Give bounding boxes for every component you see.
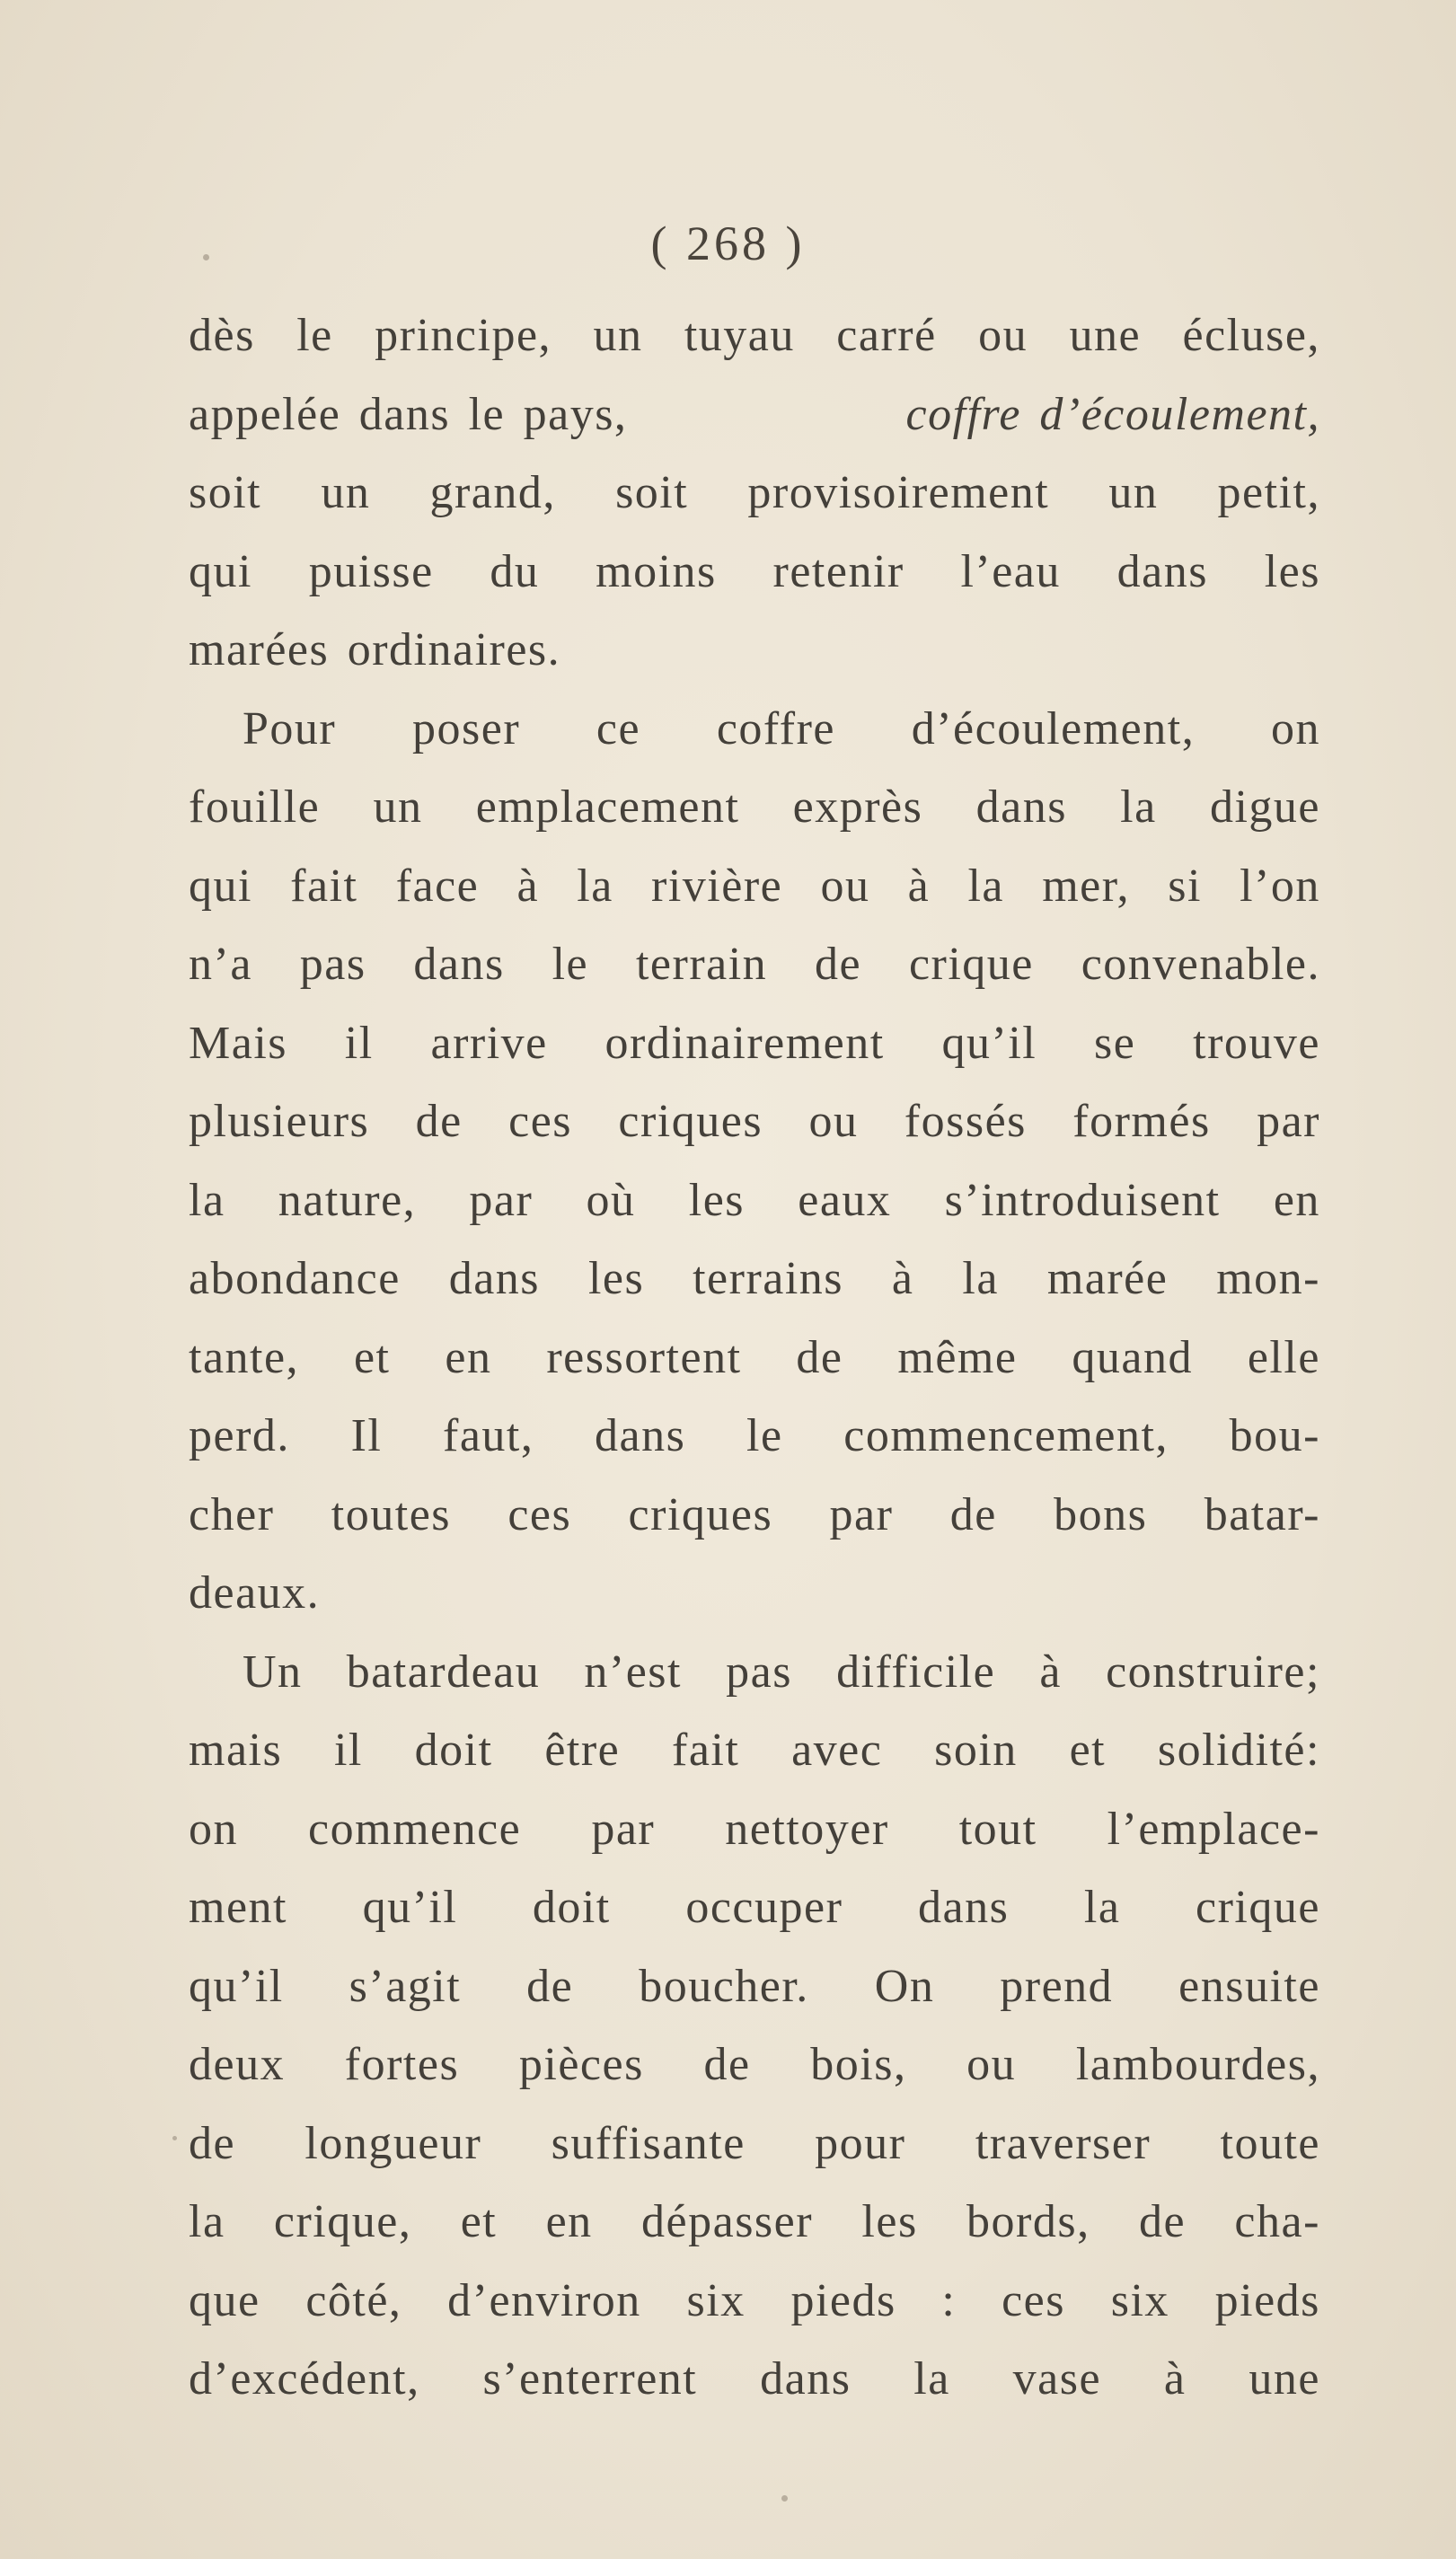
word: fortes — [344, 2039, 460, 2090]
word: six — [686, 2274, 746, 2326]
word: grand, — [429, 467, 556, 518]
text-line — [189, 1161, 1320, 1240]
text-line — [189, 1633, 1320, 1712]
word: mon- — [1216, 1253, 1320, 1304]
word: pièces — [518, 2039, 644, 2090]
word: doit — [414, 1725, 493, 1776]
word: Pour — [243, 702, 337, 754]
word: poser — [412, 702, 521, 754]
word: écluse, — [1182, 310, 1320, 361]
word: perd. — [189, 1410, 290, 1461]
word: la — [913, 2353, 950, 2405]
word: ce — [596, 702, 641, 754]
word: un — [1108, 467, 1159, 518]
word: rivière — [651, 860, 783, 912]
word: la — [189, 2196, 225, 2247]
paper-speck — [781, 2495, 788, 2502]
word: n’a — [189, 939, 252, 990]
word: s’introduisent — [944, 1174, 1221, 1226]
word: nettoyer — [725, 1803, 889, 1855]
word: les — [1264, 545, 1320, 597]
text-line — [189, 375, 1320, 454]
text-line: marées ordinaires. — [189, 624, 561, 675]
word: de — [415, 1096, 463, 1147]
word: de — [815, 939, 862, 990]
word: dans — [760, 2353, 852, 2405]
text-line — [189, 2025, 1320, 2105]
text-line — [189, 533, 1320, 612]
word: qu’il — [941, 1017, 1037, 1069]
word: que — [189, 2274, 260, 2326]
word: ment — [189, 1882, 287, 1933]
word: pas — [299, 939, 366, 990]
text-line — [189, 1711, 1320, 1790]
word: avec — [791, 1725, 883, 1776]
word: tante, — [189, 1331, 300, 1383]
word: ordinairement — [604, 1017, 885, 1069]
word: fouille — [189, 781, 321, 833]
word: par — [829, 1488, 894, 1540]
word: de — [526, 1960, 574, 2012]
text-line — [189, 2262, 1320, 2341]
word: à — [907, 860, 931, 912]
word: bois, — [810, 2039, 907, 2090]
word: le — [746, 1410, 783, 1461]
word: en — [545, 2196, 593, 2247]
word: soin — [934, 1725, 1018, 1776]
word: pieds — [1214, 2274, 1320, 2326]
word: occuper — [685, 1882, 843, 1933]
word: faut, — [443, 1410, 534, 1461]
word: emplacement — [475, 781, 740, 833]
word: coffre — [716, 702, 835, 754]
word: criques — [618, 1096, 763, 1147]
text-segment: appelée dans le pays, — [189, 388, 628, 440]
word: dépasser — [641, 2196, 814, 2247]
word: provisoirement — [747, 467, 1050, 518]
word: dans — [975, 781, 1067, 833]
word: criques — [628, 1488, 773, 1540]
word: crique — [908, 939, 1034, 990]
word: ces — [508, 1096, 573, 1147]
word: ou — [820, 860, 870, 912]
word: à — [1039, 1646, 1062, 1698]
text-line — [189, 454, 1320, 533]
word: il — [333, 1725, 363, 1776]
text-line — [189, 925, 1320, 1004]
word: tuyau — [684, 310, 795, 361]
word: nature, — [278, 1174, 417, 1226]
word: solidité: — [1157, 1725, 1320, 1776]
word: bons — [1054, 1488, 1148, 1540]
word: côté, — [305, 2274, 402, 2326]
text-line — [189, 847, 1320, 926]
text-line — [189, 1868, 1320, 1947]
text-line — [189, 1476, 1320, 1555]
word: ces — [507, 1488, 572, 1540]
word: crique — [1196, 1882, 1320, 1933]
word: qui — [189, 860, 252, 912]
word: batardeau — [346, 1646, 541, 1698]
word: toute — [1220, 2117, 1320, 2169]
word: de — [703, 2039, 751, 2090]
word: se — [1094, 1017, 1136, 1069]
word: le — [552, 939, 589, 990]
word: dans — [413, 939, 505, 990]
italic-term: coffre d’écoulement, — [905, 388, 1320, 440]
word: exprès — [792, 781, 923, 833]
word: fait — [290, 860, 358, 912]
word: terrain — [635, 939, 768, 990]
word: à — [516, 860, 540, 912]
word: soit — [189, 467, 262, 518]
word: trouve — [1193, 1017, 1320, 1069]
word: la — [1120, 781, 1157, 833]
word: fossés — [904, 1096, 1027, 1147]
word: six — [1110, 2274, 1169, 2326]
word: formés — [1072, 1096, 1211, 1147]
text-line — [189, 2183, 1320, 2262]
word: crique, — [273, 2196, 412, 2247]
word: où — [586, 1174, 636, 1226]
word: d’environ — [447, 2274, 641, 2326]
word: le — [296, 310, 333, 361]
word: de — [189, 2117, 236, 2169]
text-line — [189, 296, 1320, 375]
word: dans — [1116, 545, 1208, 597]
word: une — [1069, 310, 1142, 361]
word: même — [897, 1331, 1018, 1383]
text-line — [189, 1790, 1320, 1869]
word: s’agit — [349, 1960, 462, 2012]
word: arrive — [430, 1017, 548, 1069]
word: qui — [189, 545, 252, 597]
word: puisse — [308, 545, 434, 597]
word: abondance — [189, 1253, 401, 1304]
word: on — [1270, 702, 1320, 754]
text-line — [189, 1004, 1320, 1083]
word: marée — [1046, 1253, 1169, 1304]
word: ces — [1002, 2274, 1065, 2326]
word: à — [891, 1253, 914, 1304]
word: digue — [1209, 781, 1320, 833]
word: Un — [243, 1646, 303, 1698]
word: quand — [1072, 1331, 1193, 1383]
word: il — [344, 1017, 374, 1069]
word: par — [1257, 1096, 1320, 1147]
word: face — [395, 860, 480, 912]
word: commencement, — [843, 1410, 1169, 1461]
word: par — [591, 1803, 656, 1855]
word: difficile — [836, 1646, 996, 1698]
word: dans — [595, 1410, 686, 1461]
word: l’emplace- — [1107, 1803, 1320, 1855]
word: une — [1249, 2353, 1320, 2405]
word: deux — [189, 2039, 286, 2090]
word: prend — [1000, 1960, 1114, 2012]
word: dès — [189, 310, 255, 361]
word: l’on — [1240, 860, 1320, 912]
word: n’est — [584, 1646, 682, 1698]
word: les — [688, 1174, 746, 1226]
word: lambourdes, — [1075, 2039, 1320, 2090]
word: et — [353, 1331, 391, 1383]
word: tout — [958, 1803, 1037, 1855]
word: la — [1083, 1882, 1121, 1933]
text-line — [189, 1947, 1320, 2026]
word: à — [1163, 2353, 1187, 2405]
word: construire; — [1106, 1646, 1320, 1698]
word: bou- — [1229, 1410, 1320, 1461]
word: longueur — [304, 2117, 482, 2169]
word: boucher. — [639, 1960, 809, 2012]
word: qu’il — [362, 1882, 458, 1933]
text-line: deaux. — [189, 1567, 321, 1619]
text-line — [189, 1240, 1320, 1319]
word: petit, — [1217, 467, 1320, 518]
word: un — [373, 781, 423, 833]
word: mer, — [1042, 860, 1130, 912]
word: du — [490, 545, 540, 597]
body-text — [189, 296, 1320, 2419]
word: moins — [596, 545, 717, 597]
word: convenable. — [1081, 939, 1320, 990]
word: pieds — [790, 2274, 896, 2326]
word: de — [949, 1488, 997, 1540]
word: un — [593, 310, 643, 361]
word: d’excédent, — [189, 2353, 420, 2405]
word: ou — [966, 2039, 1017, 2090]
text-line — [189, 1082, 1320, 1161]
word: la — [962, 1253, 999, 1304]
word: un — [321, 467, 371, 518]
word: être — [544, 1725, 621, 1776]
word: l’eau — [960, 545, 1061, 597]
word: toutes — [331, 1488, 452, 1540]
word: terrains — [693, 1253, 844, 1304]
word: la — [967, 860, 1004, 912]
word: eaux — [798, 1174, 892, 1226]
text-line — [189, 2105, 1320, 2184]
word: principe, — [375, 310, 552, 361]
word: batar- — [1204, 1488, 1320, 1540]
word: fait — [672, 1725, 740, 1776]
word: Il — [350, 1410, 383, 1461]
word: carré — [836, 310, 937, 361]
word: cha- — [1234, 2196, 1320, 2247]
word: par — [469, 1174, 534, 1226]
word: ou — [978, 310, 1028, 361]
word: ou — [808, 1096, 859, 1147]
word: pour — [815, 2117, 906, 2169]
word: de — [1138, 2196, 1187, 2247]
text-line — [189, 690, 1320, 769]
word: doit — [532, 1882, 611, 1933]
word: retenir — [772, 545, 904, 597]
word: en — [445, 1331, 492, 1383]
word: suffisante — [551, 2117, 746, 2169]
word: de — [796, 1331, 843, 1383]
word: plusieurs — [189, 1096, 370, 1147]
word: les — [861, 2196, 918, 2247]
text-line — [189, 1397, 1320, 1476]
word: en — [1273, 1174, 1320, 1226]
word: : — [941, 2274, 957, 2326]
word: dans — [917, 1882, 1010, 1933]
word: les — [587, 1253, 645, 1304]
word: On — [874, 1960, 935, 2012]
paper-speck — [203, 254, 209, 260]
text-line — [189, 2340, 1320, 2419]
word: si — [1168, 860, 1202, 912]
word: commence — [308, 1803, 522, 1855]
word: on — [189, 1803, 238, 1855]
word: elle — [1247, 1331, 1320, 1383]
paper-speck — [172, 2136, 177, 2140]
word: et — [1069, 1725, 1107, 1776]
word: s’enterrent — [482, 2353, 698, 2405]
word: Mais — [189, 1017, 287, 1069]
word: la — [577, 860, 613, 912]
text-line — [189, 768, 1320, 847]
word: soit — [615, 467, 689, 518]
word: mais — [189, 1725, 283, 1776]
word: vase — [1012, 2353, 1102, 2405]
word: et — [460, 2196, 498, 2247]
word: qu’il — [189, 1960, 284, 2012]
word: d’écoulement, — [911, 702, 1196, 754]
word: cher — [189, 1488, 275, 1540]
page-number-header: ( 268 ) — [650, 216, 806, 270]
word: traverser — [975, 2117, 1152, 2169]
word: la — [189, 1174, 225, 1226]
word: pas — [726, 1646, 792, 1698]
text-line — [189, 1319, 1320, 1398]
word: ensuite — [1178, 1960, 1320, 2012]
word: bords, — [966, 2196, 1090, 2247]
word: dans — [448, 1253, 541, 1304]
word: ressortent — [546, 1331, 742, 1383]
